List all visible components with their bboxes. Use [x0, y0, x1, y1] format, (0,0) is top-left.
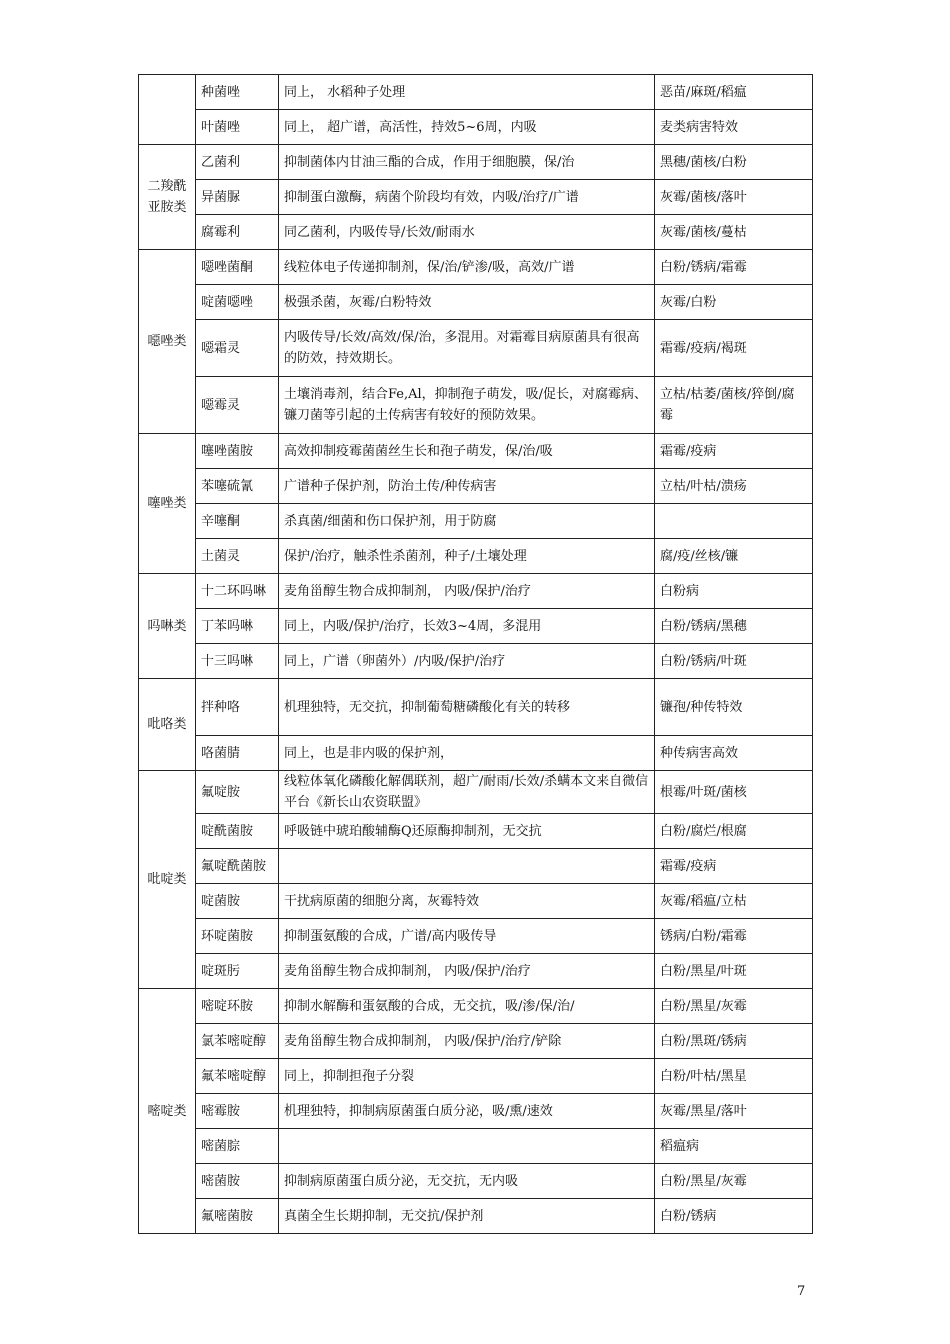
table-row	[139, 285, 813, 320]
target-disease-cell	[655, 504, 813, 539]
target-disease-cell: 立枯/枯萎/菌核/猝倒/腐霉	[655, 377, 813, 434]
target-disease-cell: 白粉/锈病/黑穗	[655, 609, 813, 644]
description-cell: 同乙菌利，内吸传导/长效/耐雨水	[279, 215, 655, 250]
table-row	[139, 145, 813, 180]
table-row	[139, 75, 813, 110]
category-cell: 噻唑类	[139, 434, 196, 574]
target-disease-cell: 白粉/锈病/叶斑	[655, 644, 813, 679]
fungicide-name-cell: 氯苯嘧啶醇	[196, 1024, 279, 1059]
fungicide-name-cell: 丁苯吗啉	[196, 609, 279, 644]
description-cell: 同上， 超广谱，高活性，持效5~6周，内吸	[279, 110, 655, 145]
target-disease-cell: 麦类病害特效	[655, 110, 813, 145]
fungicide-name-cell: 环啶菌胺	[196, 919, 279, 954]
description-cell: 麦角甾醇生物合成抑制剂， 内吸/保护/治疗	[279, 954, 655, 989]
table-row	[139, 1024, 813, 1059]
table-row	[139, 644, 813, 679]
description-cell: 机理独特，抑制病原菌蛋白质分泌，吸/熏/速效	[279, 1094, 655, 1129]
target-disease-cell: 白粉/黑星/灰霉	[655, 989, 813, 1024]
fungicide-name-cell: 腐霉利	[196, 215, 279, 250]
table-row	[139, 215, 813, 250]
description-cell: 线粒体氧化磷酸化解偶联剂，超广/耐雨/长效/杀螨本文来自微信平台《新长山农资联盟》	[279, 771, 655, 814]
fungicide-name-cell: 嘧霉胺	[196, 1094, 279, 1129]
fungicide-name-cell: 十二环吗啉	[196, 574, 279, 609]
table-row	[139, 954, 813, 989]
target-disease-cell: 白粉/叶枯/黑星	[655, 1059, 813, 1094]
target-disease-cell: 白粉/黑斑/锈病	[655, 1024, 813, 1059]
table-row	[139, 539, 813, 574]
fungicide-name-cell: 氟啶酰菌胺	[196, 849, 279, 884]
fungicide-name-cell: 异菌脲	[196, 180, 279, 215]
description-cell: 土壤消毒剂，结合Fe,Al，抑制孢子萌发，吸/促长，对腐霉病、镰刀菌等引起的土传病害有较好的预防效果。	[279, 377, 655, 434]
fungicide-name-cell: 噁霜灵	[196, 320, 279, 377]
target-disease-cell: 霜霉/疫病/褐斑	[655, 320, 813, 377]
description-cell: 线粒体电子传递抑制剂，保/治/铲渗/吸，高效/广谱	[279, 250, 655, 285]
fungicide-name-cell: 啶菌噁唑	[196, 285, 279, 320]
description-cell: 机理独特，无交抗，抑制葡萄糖磷酸化有关的转移	[279, 679, 655, 736]
target-disease-cell: 立枯/叶枯/溃疡	[655, 469, 813, 504]
target-disease-cell: 灰霉/白粉	[655, 285, 813, 320]
description-cell: 同上，也是非内吸的保护剂，	[279, 736, 655, 771]
description-cell: 保护/治疗，触杀性杀菌剂，种子/土壤处理	[279, 539, 655, 574]
description-cell: 抑制蛋白激酶，病菌个阶段均有效，内吸/治疗/广谱	[279, 180, 655, 215]
target-disease-cell: 灰霉/菌核/蔓枯	[655, 215, 813, 250]
table-row	[139, 320, 813, 377]
target-disease-cell: 白粉/锈病/霜霉	[655, 250, 813, 285]
table-row	[139, 1129, 813, 1164]
fungicide-name-cell: 辛噻酮	[196, 504, 279, 539]
description-cell	[279, 849, 655, 884]
target-disease-cell: 霜霉/疫病	[655, 849, 813, 884]
table-row	[139, 574, 813, 609]
description-cell: 高效抑制疫霉菌菌丝生长和孢子萌发，保/治/吸	[279, 434, 655, 469]
fungicide-name-cell: 氟嘧菌胺	[196, 1199, 279, 1234]
description-cell: 极强杀菌，灰霉/白粉特效	[279, 285, 655, 320]
fungicide-name-cell: 氟苯嘧啶醇	[196, 1059, 279, 1094]
fungicide-name-cell: 乙菌利	[196, 145, 279, 180]
description-cell: 内吸传导/长效/高效/保/治，多混用。对霜霉目病原菌具有很高的防效，持效期长。	[279, 320, 655, 377]
table-row	[139, 814, 813, 849]
target-disease-cell: 灰霉/黑星/落叶	[655, 1094, 813, 1129]
description-cell: 麦角甾醇生物合成抑制剂， 内吸/保护/治疗/铲除	[279, 1024, 655, 1059]
fungicide-name-cell: 嘧菌胺	[196, 1164, 279, 1199]
fungicide-name-cell: 啶斑肟	[196, 954, 279, 989]
fungicide-table	[138, 74, 813, 1234]
table-row	[139, 989, 813, 1024]
table-row	[139, 250, 813, 285]
fungicide-name-cell: 种菌唑	[196, 75, 279, 110]
fungicide-name-cell: 土菌灵	[196, 539, 279, 574]
target-disease-cell: 白粉/黑星/灰霉	[655, 1164, 813, 1199]
description-cell: 呼吸链中琥珀酸辅酶Q还原酶抑制剂，无交抗	[279, 814, 655, 849]
table-body	[139, 75, 813, 1234]
target-disease-cell: 白粉/腐烂/根腐	[655, 814, 813, 849]
description-cell: 杀真菌/细菌和伤口保护剂，用于防腐	[279, 504, 655, 539]
fungicide-name-cell: 嘧菌腙	[196, 1129, 279, 1164]
table-row	[139, 1094, 813, 1129]
description-cell: 广谱种子保护剂，防治土传/种传病害	[279, 469, 655, 504]
fungicide-name-cell: 嘧啶环胺	[196, 989, 279, 1024]
table-row	[139, 771, 813, 814]
target-disease-cell: 灰霉/菌核/落叶	[655, 180, 813, 215]
category-cell: 噁唑类	[139, 250, 196, 434]
table-row	[139, 1059, 813, 1094]
fungicide-name-cell: 噁霉灵	[196, 377, 279, 434]
category-cell: 吗啉类	[139, 574, 196, 679]
fungicide-name-cell: 叶菌唑	[196, 110, 279, 145]
table-row	[139, 919, 813, 954]
table-row	[139, 110, 813, 145]
target-disease-cell: 根霉/叶斑/菌核	[655, 771, 813, 814]
target-disease-cell: 白粉/黑星/叶斑	[655, 954, 813, 989]
fungicide-name-cell: 拌种咯	[196, 679, 279, 736]
target-disease-cell: 黑穗/菌核/白粉	[655, 145, 813, 180]
fungicide-name-cell: 氟啶胺	[196, 771, 279, 814]
fungicide-name-cell: 咯菌腈	[196, 736, 279, 771]
target-disease-cell: 种传病害高效	[655, 736, 813, 771]
description-cell: 抑制病原菌蛋白质分泌，无交抗，无内吸	[279, 1164, 655, 1199]
fungicide-name-cell: 啶菌胺	[196, 884, 279, 919]
table-row	[139, 377, 813, 434]
description-cell: 麦角甾醇生物合成抑制剂， 内吸/保护/治疗	[279, 574, 655, 609]
description-cell: 真菌全生长期抑制，无交抗/保护剂	[279, 1199, 655, 1234]
table-row	[139, 504, 813, 539]
target-disease-cell: 灰霉/稻瘟/立枯	[655, 884, 813, 919]
fungicide-name-cell: 苯噻硫氰	[196, 469, 279, 504]
description-cell: 干扰病原菌的细胞分离，灰霉特效	[279, 884, 655, 919]
target-disease-cell: 恶苗/麻斑/稻瘟	[655, 75, 813, 110]
fungicide-name-cell: 十三吗啉	[196, 644, 279, 679]
table-row	[139, 1164, 813, 1199]
target-disease-cell: 霜霉/疫病	[655, 434, 813, 469]
description-cell: 同上，抑制担孢子分裂	[279, 1059, 655, 1094]
table-row	[139, 884, 813, 919]
description-cell: 同上，内吸/保护/治疗，长效3~4周，多混用	[279, 609, 655, 644]
page-number: 7	[797, 1284, 806, 1299]
table-row	[139, 736, 813, 771]
table-row	[139, 434, 813, 469]
target-disease-cell: 稻瘟病	[655, 1129, 813, 1164]
table-row	[139, 609, 813, 644]
description-cell: 抑制水解酶和蛋氨酸的合成，无交抗，吸/渗/保/治/	[279, 989, 655, 1024]
fungicide-name-cell: 噻唑菌胺	[196, 434, 279, 469]
category-cell: 吡啶类	[139, 771, 196, 989]
target-disease-cell: 镰孢/种传特效	[655, 679, 813, 736]
description-cell	[279, 1129, 655, 1164]
target-disease-cell: 锈病/白粉/霜霉	[655, 919, 813, 954]
category-cell: 吡咯类	[139, 679, 196, 771]
description-cell: 抑制蛋氨酸的合成，广谱/高内吸传导	[279, 919, 655, 954]
category-cell	[139, 75, 196, 145]
description-cell: 同上，广谱（卵菌外）/内吸/保护/治疗	[279, 644, 655, 679]
target-disease-cell: 腐/疫/丝核/镰	[655, 539, 813, 574]
target-disease-cell: 白粉/锈病	[655, 1199, 813, 1234]
table-row	[139, 849, 813, 884]
fungicide-name-cell: 噁唑菌酮	[196, 250, 279, 285]
table-row	[139, 180, 813, 215]
target-disease-cell: 白粉病	[655, 574, 813, 609]
table-row	[139, 469, 813, 504]
description-cell: 同上， 水稻种子处理	[279, 75, 655, 110]
description-cell: 抑制菌体内甘油三酯的合成，作用于细胞膜，保/治	[279, 145, 655, 180]
category-cell: 二羧酰亚胺类	[139, 145, 196, 250]
table-row	[139, 1199, 813, 1234]
table-row	[139, 679, 813, 736]
category-cell: 嘧啶类	[139, 989, 196, 1234]
fungicide-name-cell: 啶酰菌胺	[196, 814, 279, 849]
